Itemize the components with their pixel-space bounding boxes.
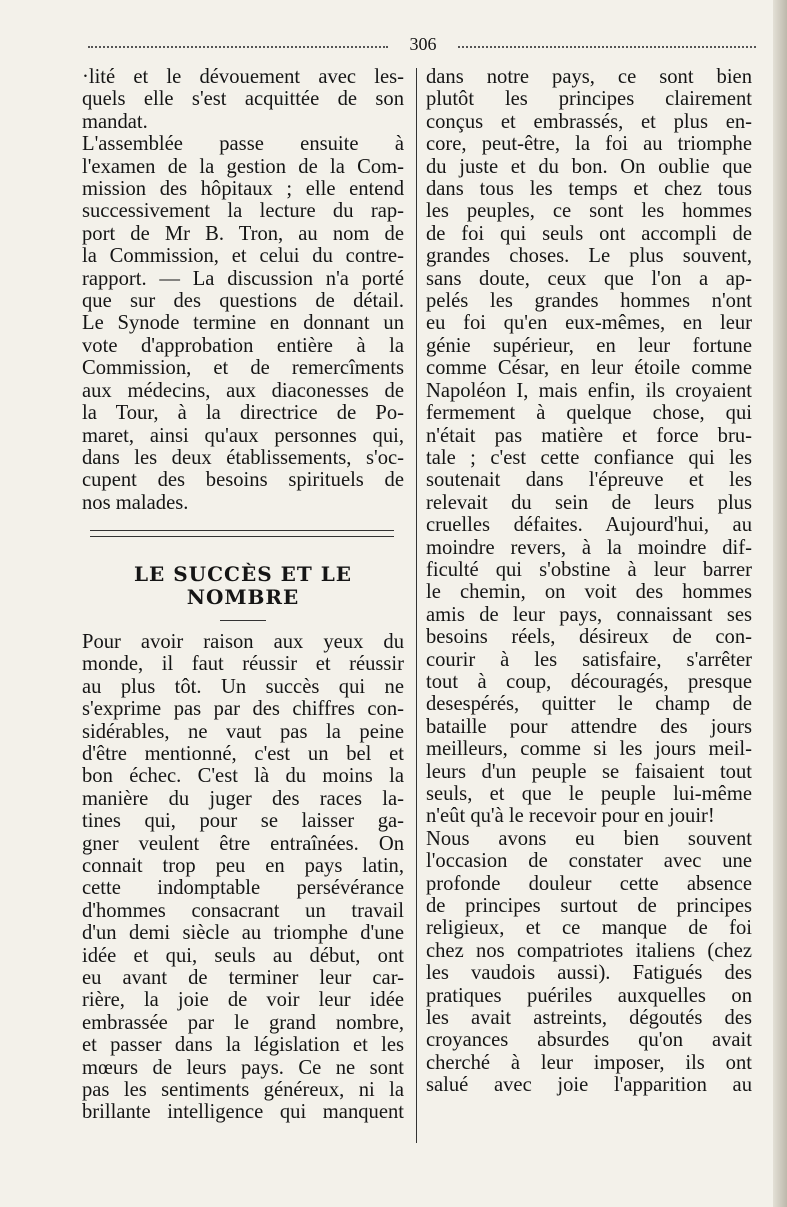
text-line: et passer dans la législation et les xyxy=(82,1034,404,1057)
text-line: pelés les grandes hommes n'ont xyxy=(426,290,752,313)
page-number: 306 xyxy=(409,34,437,54)
text-line: croyances absurdes qu'on avait xyxy=(426,1029,752,1052)
text-line: aux médecins, aux diaconesses de xyxy=(82,379,404,402)
text-line: d'hommes consacrant un travail xyxy=(82,899,404,922)
text-line: cherché à leur imposer, ils ont xyxy=(426,1051,752,1074)
text-line: la Tour, à la directrice de Po- xyxy=(82,402,404,425)
column-divider xyxy=(416,68,417,1143)
text-line: tout à coup, découragés, presque xyxy=(426,670,752,693)
text-line: core, peut-être, la foi au triomphe xyxy=(426,133,752,156)
text-line: Napoléon I, mais enfin, ils croyaient xyxy=(426,379,752,402)
text-line: ·lité et le dévouement avec les- xyxy=(82,66,404,88)
section-title: LE SUCCÈS ET LE NOMBRE xyxy=(133,562,353,609)
text-line: dans les deux établissements, s'oc- xyxy=(82,446,404,469)
text-line: quels elle s'est acquittée de son xyxy=(82,88,404,111)
text-line: courir à les satisfaire, s'arrêter xyxy=(426,648,752,671)
text-line: ficulté qui s'obstine à leur barrer xyxy=(426,558,752,581)
text-line: profonde douleur cette absence xyxy=(426,872,752,895)
text-line: bataille pour attendre des jours xyxy=(426,715,752,738)
header-rule-left xyxy=(88,46,388,48)
text-line: l'occasion de constater avec une xyxy=(426,850,752,873)
text-line: sans doute, ceux que l'on a ap- xyxy=(426,267,752,290)
text-line: successivement la lecture du rap- xyxy=(82,200,404,223)
text-line: chez nos compatriotes italiens (chez xyxy=(426,939,752,962)
text-line: relevait du sein de leurs plus xyxy=(426,491,752,514)
text-line: desespérés, quitter le champ de xyxy=(426,693,752,716)
text-line: soutenait dans l'épreuve et les xyxy=(426,469,752,492)
text-line: de principes surtout de principes xyxy=(426,895,752,918)
text-line: L'assemblée passe ensuite à xyxy=(82,133,404,156)
text-line: du juste et du bon. On oublie que xyxy=(426,155,752,178)
text-line: cette indomptable persévérance xyxy=(82,877,404,900)
text-line: moindre revers, à la moindre dif- xyxy=(426,536,752,559)
text-line: d'un demi siècle au triomphe d'une xyxy=(82,922,404,945)
text-line: que sur des questions de détail. xyxy=(82,290,404,313)
text-line: rapport. — La discussion n'a porté xyxy=(82,267,404,290)
text-line: Pour avoir raison aux yeux du xyxy=(82,630,404,653)
text-line: embrassée par le grand nombre, xyxy=(82,1011,404,1034)
page-header xyxy=(88,34,756,58)
text-line: dans tous les temps et chez tous xyxy=(426,178,752,201)
text-line: les vaudois aussi). Fatigués des xyxy=(426,962,752,985)
text-line: n'était pas matière et force bru- xyxy=(426,424,752,447)
text-line: de foi qui seuls ont accompli de xyxy=(426,222,752,245)
text-line: manière du juger des races la- xyxy=(82,787,404,810)
text-line: sidérables, ne vaut pas la peine xyxy=(82,720,404,743)
text-line: eu avant de terminer leur car- xyxy=(82,967,404,990)
text-line: le chemin, on voit des hommes xyxy=(426,581,752,604)
text-line: fermement à quelque chose, qui xyxy=(426,402,752,425)
synod-report-text xyxy=(82,66,404,514)
text-line: s'exprime pas par des chiffres con- xyxy=(82,698,404,721)
article-text-right xyxy=(426,66,752,1097)
text-line: religieux, et ce manque de foi xyxy=(426,917,752,940)
text-line: cruelles défaites. Aujourd'hui, au xyxy=(426,514,752,537)
text-line: tale ; c'est cette confiance qui les xyxy=(426,446,752,469)
text-line: bon échec. C'est là du moins la xyxy=(82,765,404,788)
text-line: les peuples, ce sont les hommes xyxy=(426,200,752,223)
text-line: les avait astreints, dégoutés des xyxy=(426,1007,752,1030)
title-underline xyxy=(220,620,266,621)
text-line: rière, la joie de voir leur idée xyxy=(82,989,404,1012)
text-line: leurs d'un peuple se faisaient tout xyxy=(426,760,752,783)
text-line: amis de leur pays, connaissant ses xyxy=(426,603,752,626)
text-line: dans notre pays, ce sont bien xyxy=(426,66,752,88)
text-line: connait trop peu en pays latin, xyxy=(82,855,404,877)
right-column xyxy=(426,66,752,1097)
header-rule-right xyxy=(458,46,756,48)
text-line: cupent des besoins spirituels de xyxy=(82,469,404,492)
text-line: tines qui, pour se laisser ga- xyxy=(82,810,404,833)
text-line: d'être mentionné, c'est un bel et xyxy=(82,742,404,765)
text-line: salué avec joie l'apparition au xyxy=(426,1074,752,1097)
text-line: gner veulent être entraînées. On xyxy=(82,832,404,855)
text-line: n'eût qu'à le recevoir pour en jouir! xyxy=(426,805,715,828)
article-text-left xyxy=(82,631,404,1124)
text-line: mœurs de leurs pays. Ce ne sont xyxy=(82,1056,404,1079)
text-line: seuls, et que le peuple lui-même xyxy=(426,783,752,805)
text-line: Le Synode termine en donnant un xyxy=(82,312,404,335)
text-line: Nous avons eu bien souvent xyxy=(426,827,752,850)
text-line: pas les sentiments généreux, ni la xyxy=(82,1079,404,1102)
text-line: au plus tôt. Un succès qui ne xyxy=(82,675,404,698)
text-line: l'examen de la gestion de la Com- xyxy=(82,155,404,178)
left-column xyxy=(82,66,404,1124)
text-line: idée et qui, seuls au début, ont xyxy=(82,944,404,967)
text-line: la Commission, et celui du contre- xyxy=(82,245,404,268)
text-line: vote d'approbation entière à la xyxy=(82,334,404,357)
text-line: eu foi qu'en eux-mêmes, en leur xyxy=(426,312,752,335)
text-line: conçus et embrassés, et plus en- xyxy=(426,110,752,133)
text-line: Commission, et de remercîments xyxy=(82,357,404,380)
text-line: comme César, en leur étoile comme xyxy=(426,357,752,380)
text-line: meilleurs, comme si les jours meil- xyxy=(426,738,752,761)
text-line: besoins réels, désireux de con- xyxy=(426,626,752,649)
text-line: plutôt les principes clairement xyxy=(426,88,752,111)
text-line: nos malades. xyxy=(82,491,189,514)
text-line: génie supérieur, en leur fortune xyxy=(426,334,752,357)
page-spine-shadow xyxy=(773,0,787,1207)
text-line: mission des hôpitaux ; elle entend xyxy=(82,178,404,201)
text-line: mandat. xyxy=(82,110,148,133)
text-line: monde, il faut réussir et réussir xyxy=(82,653,404,676)
text-line: port de Mr B. Tron, au nom de xyxy=(82,222,404,245)
text-line: brillante intelligence qui manquent xyxy=(82,1101,404,1124)
text-line: grandes choses. Le plus souvent, xyxy=(426,245,752,268)
text-line: pratiques puériles auxquelles on xyxy=(426,984,752,1007)
section-double-rule xyxy=(90,530,394,537)
text-line: maret, ainsi qu'aux personnes qui, xyxy=(82,424,404,447)
